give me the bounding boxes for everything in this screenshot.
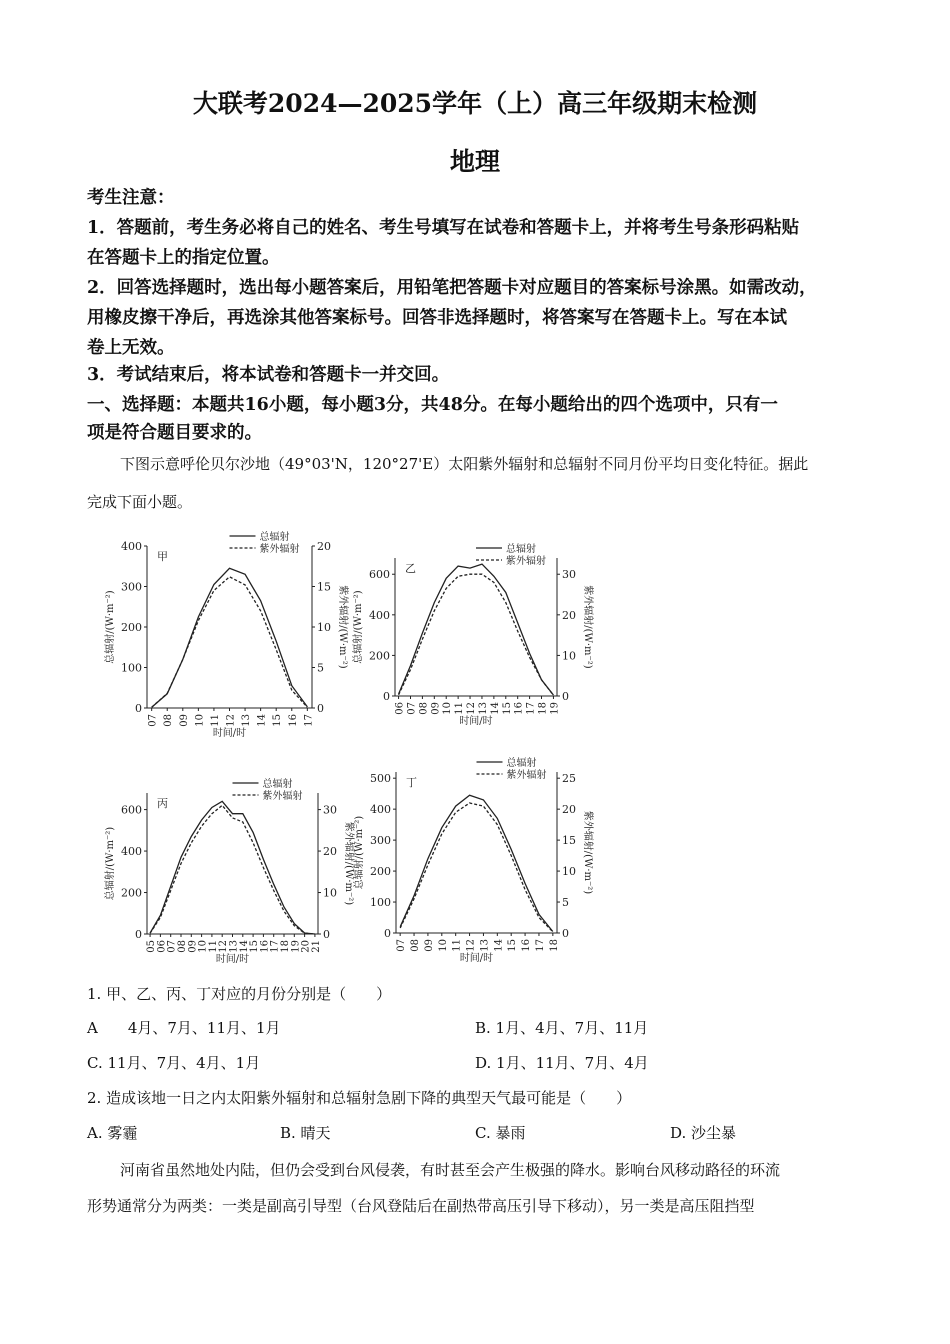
x-tick-label: 14 [256,714,268,727]
x-tick-label: 20 [300,940,312,953]
legend-label: 总辐射 [259,532,290,543]
question-1-stem: 1. 甲、乙、丙、丁对应的月份分别是（ ） [87,985,392,1003]
y-axis-title: 总辐射/(W·m⁻²) [105,590,116,664]
y-tick-label: 600 [369,568,390,582]
x-tick-label: 16 [287,714,299,727]
x-tick-label: 07 [147,714,159,727]
uv-radiation-line [400,803,553,932]
x-tick-label: 15 [272,714,284,727]
option-2a[interactable]: A. 雾霾 [87,1124,138,1142]
option-2d[interactable]: D. 沙尘暴 [670,1124,737,1142]
legend-label: 紫外辐射 [259,544,300,555]
option-1a[interactable]: A 4月、7月、11月、1月 [87,1019,281,1037]
x-tick-label: 11 [207,940,219,953]
panel-label: 丁 [406,776,417,789]
y2-tick-label: 5 [317,661,324,675]
x-tick-label: 13 [477,702,489,715]
x-tick-label: 10 [197,940,209,953]
x-tick-label: 12 [218,940,230,953]
legend-label: 总辐射 [506,758,537,769]
y-tick-label: 0 [383,690,390,703]
radiation-charts [0,520,950,990]
y-tick-label: 100 [370,896,391,910]
panel-label: 甲 [157,550,168,563]
y-axis-title: 总辐射/(W·m⁻²) [353,590,364,664]
legend-label: 总辐射 [506,544,536,555]
notice-line: 3．考试结束后，将本试卷和答题卡一并交回。 [87,365,450,385]
x-tick-label: 11 [454,702,466,715]
x-tick-label: 05 [146,940,158,953]
y2-tick-label: 0 [323,928,330,941]
y-tick-label: 100 [121,661,142,675]
x-tick-label: 18 [537,702,549,715]
section-heading: 一、选择题：本题共16小题，每小题3分，共48分。在每小题给出的四个选项中，只有一 [87,395,778,415]
notice-line: 2．回答选择题时，选出每小题答案后，用铅笔把答题卡对应题目的答案标号涂黑。如需改动， [87,278,817,298]
x-tick-label: 18 [280,940,292,953]
total-radiation-line [150,801,315,934]
y-tick-label: 600 [121,803,142,817]
uv-radiation-line [150,805,315,934]
section-heading: 项是符合题目要求的。 [87,423,262,443]
y-tick-label: 300 [370,834,391,848]
x-tick-label: 08 [176,940,188,953]
x-tick-label: 09 [178,714,190,727]
x-tick-label: 16 [521,939,533,952]
y2-tick-label: 0 [317,702,324,715]
notice-line: 卷上无效。 [87,338,175,358]
option-1c[interactable]: C. 11月、7月、4月、1月 [87,1054,261,1072]
x-tick-label: 17 [269,940,281,953]
y2-tick-label: 15 [562,834,576,848]
y2-tick-label: 20 [562,803,576,817]
passage-text: 河南省虽然地处内陆，但仍会受到台风侵袭，有时甚至会产生极强的降水。影响台风移动路径的环流 [120,1161,781,1179]
x-tick-label: 08 [410,939,422,952]
y-tick-label: 500 [370,772,391,786]
x-tick-label: 15 [501,702,513,715]
y2-tick-label: 10 [317,621,331,634]
x-tick-label: 07 [396,939,408,952]
notice-heading: 考生注意： [87,188,175,208]
total-radiation-line [399,564,554,695]
legend-label: 总辐射 [262,779,293,790]
x-tick-label: 13 [479,939,491,952]
x-tick-label: 17 [534,939,546,952]
exam-title: 大联考2024—2025学年（上）高三年级期末检测 [192,89,758,118]
x-tick-label: 17 [303,714,315,727]
x-tick-label: 06 [156,940,168,953]
x-tick-label: 15 [249,940,261,953]
x-tick-label: 13 [228,940,240,953]
y2-tick-label: 10 [323,886,337,900]
total-radiation-line [152,568,308,707]
x-tick-label: 12 [465,939,477,952]
notice-line: 1．答题前，考生务必将自己的姓名、考生号填写在试卷和答题卡上，并将考生号条形码粘贴 [87,218,800,238]
notice-line: 用橡皮擦干净后，再选涂其他答案标号。回答非选择题时，将答案写在答题卡上。写在本试 [87,308,787,328]
y-tick-label: 200 [121,886,142,900]
y-axis-title: 总辐射/(W·m⁻²) [105,826,116,901]
subject-title: 地理 [449,147,500,176]
y-tick-label: 200 [121,621,142,634]
x-tick-label: 10 [442,702,454,715]
x-tick-label: 12 [466,702,478,715]
x-tick-label: 14 [489,702,501,715]
option-2c[interactable]: C. 暴雨 [475,1124,526,1142]
y2-tick-label: 25 [562,772,576,786]
intro-text: 完成下面小题。 [87,493,193,511]
y2-axis-title: 紫外辐射/(W·m⁻²) [337,585,348,669]
y2-tick-label: 20 [317,540,331,553]
intro-text: 下图示意呼伦贝尔沙地（49°03'N，120°27'E）太阳紫外辐射和总辐射不同月份平均日变化特征。据此 [120,455,809,473]
y2-axis-title: 紫外辐射/(W·m⁻²) [582,810,593,895]
question-2-stem: 2. 造成该地一日之内太阳紫外辐射和总辐射急剧下降的典型天气最可能是（ ） [87,1089,632,1107]
x-tick-label: 19 [290,940,302,953]
legend-label: 紫外辐射 [506,556,546,567]
x-tick-label: 21 [310,940,322,953]
x-tick-label: 15 [507,939,519,952]
x-tick-label: 07 [166,940,178,953]
x-tick-label: 17 [525,702,537,715]
y2-tick-label: 10 [562,865,576,879]
x-tick-label: 08 [418,702,430,715]
total-radiation-line [400,795,553,931]
y2-tick-label: 10 [562,649,576,663]
y-tick-label: 400 [369,608,390,622]
y-tick-label: 0 [384,927,391,940]
x-tick-label: 10 [194,714,206,727]
x-tick-label: 13 [241,714,253,727]
x-tick-label: 16 [513,702,525,715]
x-tick-label: 06 [394,702,406,715]
y-tick-label: 200 [370,865,391,879]
y-tick-label: 300 [121,580,142,594]
x-tick-label: 09 [187,940,199,953]
y-tick-label: 400 [121,845,142,859]
x-tick-label: 19 [549,702,561,715]
y-tick-label: 200 [369,649,390,663]
option-2b[interactable]: B. 晴天 [280,1124,331,1142]
y2-axis-title: 紫外辐射/(W·m⁻²) [582,585,593,669]
y-tick-label: 0 [135,928,142,941]
x-tick-label: 08 [163,714,175,727]
y2-tick-label: 30 [562,568,576,582]
y2-tick-label: 0 [562,690,569,703]
x-tick-label: 07 [406,702,418,715]
legend-label: 紫外辐射 [506,770,547,781]
option-1b[interactable]: B. 1月、4月、7月、11月 [475,1019,649,1037]
y-tick-label: 400 [121,540,142,553]
y2-tick-label: 0 [562,927,569,940]
y2-tick-label: 5 [562,896,569,910]
y2-tick-label: 30 [323,803,337,817]
uv-radiation-line [152,577,308,707]
y2-axis-title: 紫外辐射/(W·m⁻²) [343,821,354,906]
x-axis-title: 时间/时 [459,953,494,964]
x-tick-label: 14 [238,940,250,953]
x-tick-label: 18 [548,939,560,952]
y2-tick-label: 20 [323,845,337,859]
panel-label: 丙 [157,797,168,810]
x-tick-label: 16 [259,940,271,953]
y-axis-title: 总辐射/(W·m⁻²) [354,815,365,890]
x-tick-label: 09 [423,939,435,952]
x-axis-title: 时间/时 [215,954,250,965]
y2-tick-label: 20 [562,608,576,622]
x-axis-title: 时间/时 [459,716,493,727]
legend-label: 紫外辐射 [262,791,303,802]
x-tick-label: 09 [430,702,442,715]
x-tick-label: 10 [437,939,449,952]
x-tick-label: 11 [451,939,463,952]
y-tick-label: 0 [135,702,142,715]
passage-text: 形势通常分为两类：一类是副高引导型（台风登陆后在副热带高压引导下移动），另一类是高压阻挡型 [87,1197,755,1215]
x-tick-label: 11 [209,714,221,727]
y2-tick-label: 15 [317,580,331,594]
option-1d[interactable]: D. 1月、11月、7月、4月 [475,1054,649,1072]
x-tick-label: 12 [225,714,237,727]
notice-line: 在答题卡上的指定位置。 [87,248,280,268]
panel-label: 乙 [405,562,416,575]
x-tick-label: 14 [493,939,505,952]
x-axis-title: 时间/时 [212,728,247,739]
y-tick-label: 400 [370,803,391,817]
